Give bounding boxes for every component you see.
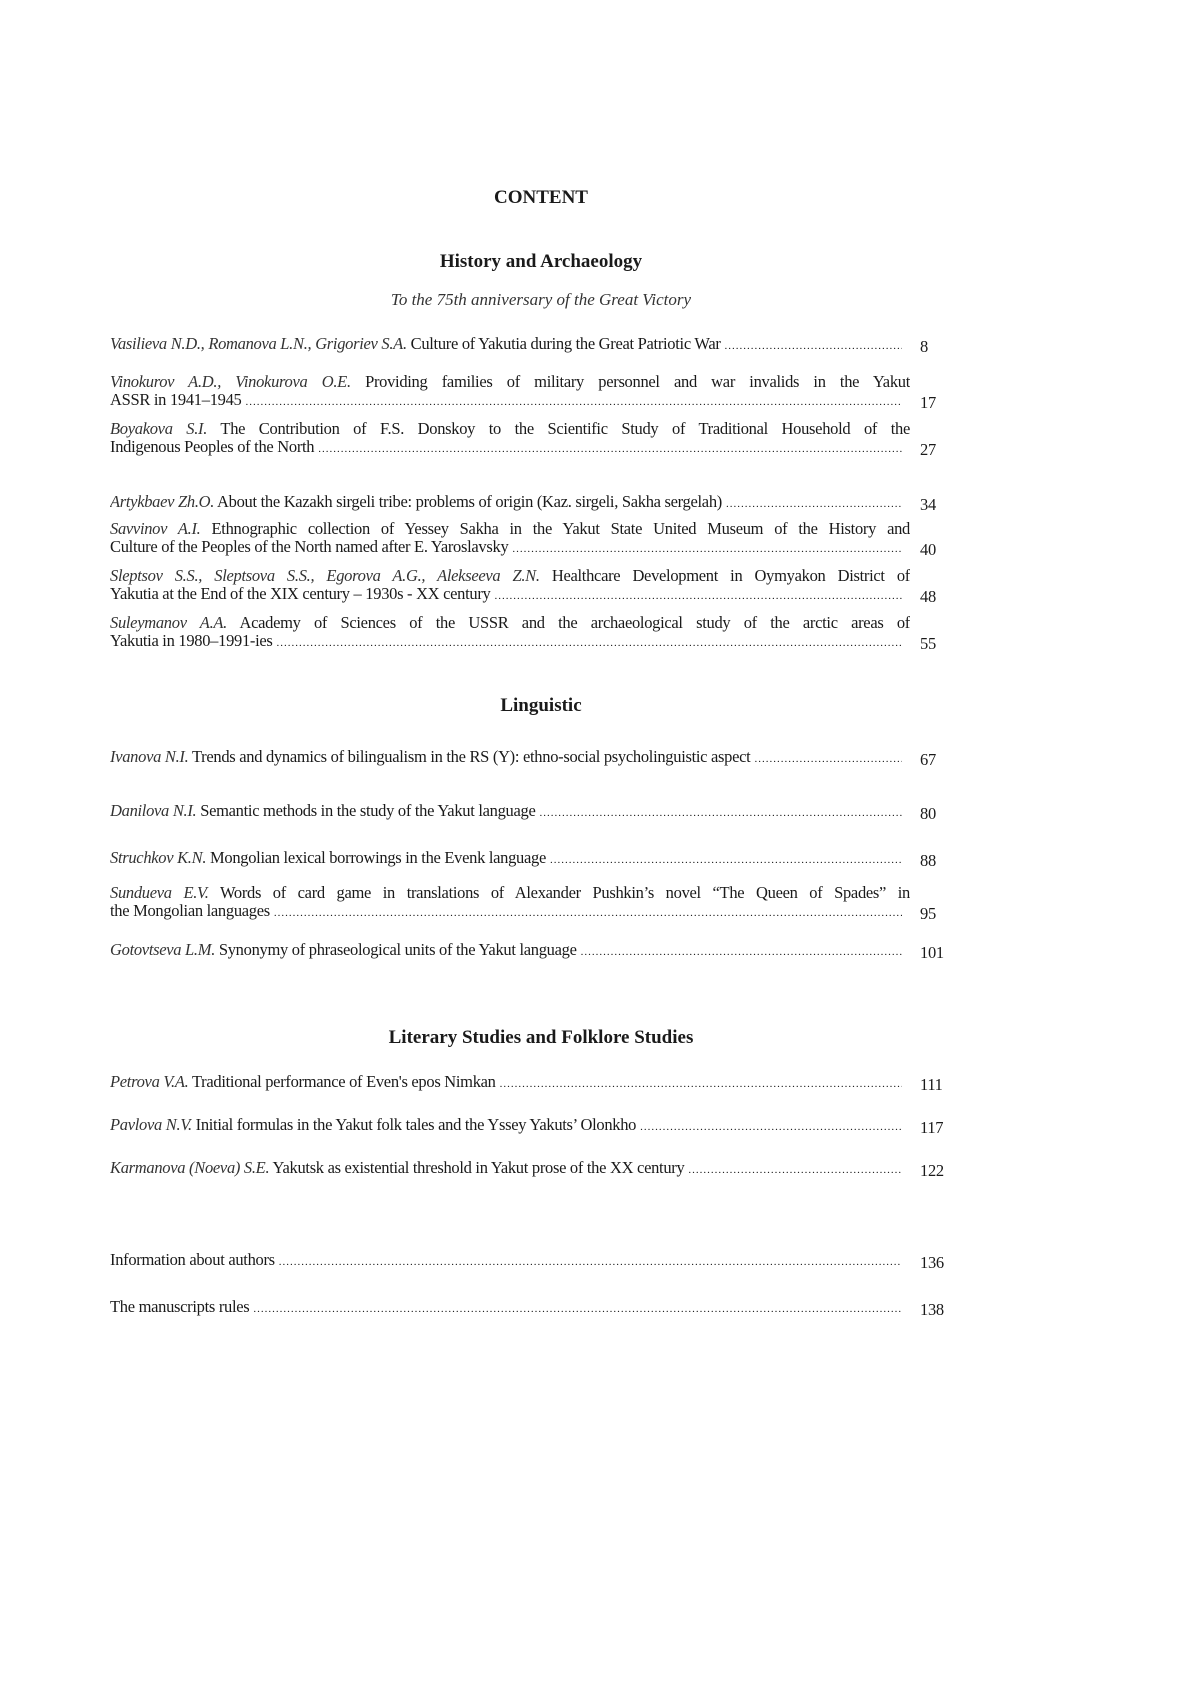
page-number: 17 <box>920 393 936 412</box>
entry-author: Ivanova N.I. <box>110 748 189 766</box>
leader-dots <box>550 853 902 867</box>
leader-dots <box>274 906 902 920</box>
entry-author: Gotovtseva L.M. <box>110 941 216 959</box>
entry-line <box>110 802 910 820</box>
page-title: CONTENT <box>494 187 588 208</box>
entry-title: The manuscripts rules <box>110 1298 250 1316</box>
entry-line <box>110 1298 910 1316</box>
entry-title-line <box>110 373 910 391</box>
entry-title: Traditional performance of Even's epos Nimkan <box>191 1073 496 1091</box>
page-number: 67 <box>920 750 936 769</box>
entry-line <box>110 585 910 603</box>
entry-title-continued: Yakutia at the End of the XIX century – 1930s - XX century <box>110 585 491 603</box>
entry-line <box>110 335 910 353</box>
leader-dots <box>277 636 902 650</box>
entry-line <box>110 520 910 538</box>
entry-line <box>110 493 910 511</box>
leader-dots <box>279 1255 902 1269</box>
section-heading-literary: Literary Studies and Folklore Studies <box>388 1027 694 1048</box>
toc-entry[interactable] <box>110 802 946 823</box>
leader-dots <box>318 442 902 456</box>
toc-entry[interactable] <box>110 335 946 356</box>
entry-title-line <box>110 1073 496 1091</box>
entry-title-line <box>110 1298 249 1316</box>
page-number: 27 <box>920 440 936 459</box>
toc-entry[interactable] <box>110 373 946 412</box>
page-number: 111 <box>920 1075 943 1094</box>
entry-author: Sundueva E.V. <box>110 884 209 902</box>
page-number: 48 <box>920 587 936 606</box>
toc-entry[interactable] <box>110 614 946 653</box>
toc-entry[interactable] <box>110 1073 946 1094</box>
leader-dots <box>688 1163 902 1177</box>
entry-title: Mongolian lexical borrowings in the Evenk language <box>210 849 546 867</box>
toc-entry[interactable] <box>110 1298 946 1319</box>
page-number: 8 <box>920 337 928 356</box>
entry-title-line <box>110 567 910 585</box>
page-number: 101 <box>920 943 944 962</box>
page-number: 80 <box>920 804 936 823</box>
entry-title: Information about authors <box>110 1251 275 1269</box>
entry-line <box>110 614 910 632</box>
entry-title-line <box>110 884 910 902</box>
entry-title: Trends and dynamics of bilingualism in the RS (Y): ethno-social psycholinguistic aspect <box>191 748 751 766</box>
page-number: 55 <box>920 634 936 653</box>
leader-dots <box>725 339 902 353</box>
toc-entry[interactable] <box>110 849 946 870</box>
entry-line <box>110 438 910 456</box>
entry-author: Boyakova S.I. <box>110 420 208 438</box>
entry-author: Struchkov K.N. <box>110 849 207 867</box>
entry-line <box>110 373 910 391</box>
entry-title-line <box>110 335 721 353</box>
entry-title: Yakutsk as existential threshold in Yakut prose of the XX century <box>272 1159 685 1177</box>
entry-line <box>110 1073 910 1091</box>
entry-author: Artykbaev Zh.O. <box>110 493 215 511</box>
section-heading-linguistic: Linguistic <box>500 695 582 716</box>
entry-line <box>110 391 910 409</box>
entry-author: Karmanova (Noeva) S.E. <box>110 1159 270 1177</box>
entry-title-line <box>110 849 546 867</box>
entry-line <box>110 1159 910 1177</box>
entry-line <box>110 941 910 959</box>
entry-line <box>110 1116 910 1134</box>
entry-author: Pavlova N.V. <box>110 1116 192 1134</box>
entry-title-continued: the Mongolian languages <box>110 902 270 920</box>
leader-dots <box>253 1302 902 1316</box>
entry-author: Savvinov A.I. <box>110 520 201 538</box>
entry-title: Initial formulas in the Yakut folk tales and the Yssey Yakuts’ Olonkho <box>195 1116 637 1134</box>
entry-author: Danilova N.I. <box>110 802 197 820</box>
entry-title-continued: Yakutia in 1980–1991-ies <box>110 632 273 650</box>
page-number: 40 <box>920 540 936 559</box>
toc-entry[interactable] <box>110 420 946 459</box>
entry-line <box>110 420 910 438</box>
leader-dots <box>540 806 903 820</box>
entry-line <box>110 902 910 920</box>
page-number: 34 <box>920 495 936 514</box>
leader-dots <box>754 752 902 766</box>
entry-title: Words of card game in translations of Alexander Pushkin’s novel “The Queen of Spades” in <box>219 884 910 902</box>
leader-dots <box>640 1120 902 1134</box>
entry-author: Sleptsov S.S., Sleptsova S.S., Egorova A.G., Alekseeva Z.N. <box>110 567 540 585</box>
entry-title-line <box>110 520 910 538</box>
entry-title-line <box>110 614 910 632</box>
entry-title-line <box>110 802 536 820</box>
entry-line <box>110 632 910 650</box>
entry-title: Providing families of military personnel and war invalids in the Yakut <box>365 373 910 391</box>
leader-dots <box>726 497 902 511</box>
entry-title: The Contribution of F.S. Donskoy to the Scientific Study of Traditional Household of the <box>220 420 910 438</box>
entry-title-continued: ASSR in 1941–1945 <box>110 391 242 409</box>
leader-dots <box>495 589 902 603</box>
entry-line <box>110 1251 910 1269</box>
toc-entry[interactable] <box>110 941 946 962</box>
page-number: 136 <box>920 1253 944 1272</box>
entry-title-line <box>110 493 722 511</box>
entry-title-line <box>110 1116 636 1134</box>
entry-title: Synonymy of phraseological units of the Yakut language <box>218 941 577 959</box>
entry-title-line <box>110 748 750 766</box>
entry-line <box>110 884 910 902</box>
entry-title: Ethnographic collection of Yessey Sakha in the Yakut State United Museum of the History and <box>211 520 910 538</box>
toc-entry[interactable] <box>110 748 946 769</box>
section-heading-history: History and Archaeology <box>439 251 643 272</box>
entry-title-line <box>110 1159 684 1177</box>
toc-entry[interactable] <box>110 493 946 514</box>
leader-dots <box>581 945 902 959</box>
toc-entry[interactable] <box>110 884 946 923</box>
toc-entry[interactable] <box>110 1251 946 1272</box>
leader-dots <box>246 395 902 409</box>
toc-entry[interactable] <box>110 1116 946 1137</box>
entry-title-line <box>110 1251 275 1269</box>
entry-title: Semantic methods in the study of the Yakut language <box>200 802 536 820</box>
page-number: 88 <box>920 851 936 870</box>
page-number: 138 <box>920 1300 944 1319</box>
entry-title: Culture of Yakutia during the Great Patriotic War <box>410 335 721 353</box>
entry-title-continued: Culture of the Peoples of the North named after E. Yaroslavsky <box>110 538 509 556</box>
entry-title-continued: Indigenous Peoples of the North <box>110 438 315 456</box>
entry-author: Vasilieva N.D., Romanova L.N., Grigoriev S.A. <box>110 335 407 353</box>
entry-author: Vinokurov A.D., Vinokurova O.E. <box>110 373 351 391</box>
page-number: 117 <box>920 1118 944 1137</box>
entry-line <box>110 748 910 766</box>
entry-line <box>110 567 910 585</box>
entry-title: Academy of Sciences of the USSR and the archaeological study of the arctic areas of <box>239 614 910 632</box>
entry-title: About the Kazakh sirgeli tribe: problems of origin (Kaz. sirgeli, Sakha sergelah) <box>217 493 722 511</box>
leader-dots <box>500 1077 902 1091</box>
page-number: 95 <box>920 904 936 923</box>
toc-entry[interactable] <box>110 567 946 606</box>
section-subheading: To the 75th anniversary of the Great Victory <box>390 290 692 309</box>
page-number: 122 <box>920 1161 944 1180</box>
entry-title: Healthcare Development in Oymyakon District of <box>551 567 910 585</box>
entry-title-line <box>110 420 910 438</box>
toc-entry[interactable] <box>110 1159 946 1180</box>
leader-dots <box>512 542 902 556</box>
entry-title-line <box>110 941 577 959</box>
entry-line <box>110 849 910 867</box>
entry-author: Petrova V.A. <box>110 1073 189 1091</box>
entry-line <box>110 538 910 556</box>
entry-author: Suleymanov A.A. <box>110 614 228 632</box>
toc-entry[interactable] <box>110 520 946 559</box>
